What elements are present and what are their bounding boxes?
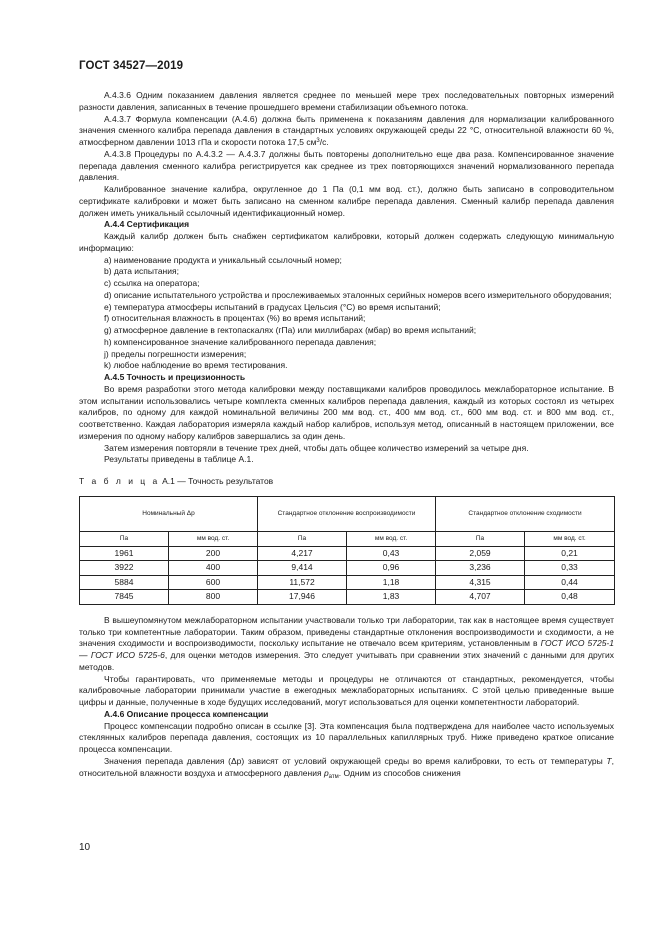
paragraph-results: Результаты приведены в таблице А.1. [104,454,254,465]
standard-reference: ГОСТ ИСО 5725-1 — ГОСТ ИСО 5725-6 [79,638,614,660]
table-cell: 4,315 [436,575,525,590]
superscript-3: 3 [316,138,320,144]
list-item-d: d) описание испытательного устройства и прослеживаемых эталонных серийных номеров всего измерительного оборудования; [104,289,612,300]
paragraph-compensation: Процесс компенсации подробно описан в ссылке [3]. Эта компенсация была подтверждена для наиболее часто используемых стеклянных калибров перепада давления, состоящих из 10 параллельных капиллярных труб. Ниже приведено краткое описание процесса компенсации. [79,720,614,754]
table-cell: 0,33 [525,561,615,576]
list-item-h: h) компенсированное значение калиброванного перепада давления; [104,336,377,347]
header-repeatability: Стандартное отклонение сходимости [436,496,615,531]
list-item-c: c) ссылка на оператора; [104,278,200,288]
section-heading-a46: А.4.6 Описание процесса компенсации [104,708,269,719]
table-row [80,561,615,576]
subscript-atm: атм [328,773,339,780]
list-item-a: a) наименование продукта и уникальный ссылочный номер; [104,254,342,265]
paragraph-a437 [79,114,614,149]
table-cell: 5884 [80,575,169,590]
paragraph-repeat: Затем измерения повторяли в течение трех дней, чтобы дать общее количество измерений за четыре дня. [104,442,529,453]
table-row [80,590,615,605]
table-row [80,575,615,590]
subheader-cell: мм вод. ст. [347,531,436,546]
section-heading-a45: А.4.5 Точность и прецизионность [104,372,246,382]
list-item-f: f) относительная влажность в процентах (%) во время испытаний; [104,313,366,324]
paragraph-delta-p [79,756,614,780]
table-cell: 600 [169,575,258,590]
table-caption-text: А.1 — Точность результатов [159,476,274,486]
table-cell: 3,236 [436,561,525,576]
list-item-b: b) дата испытания; [104,266,179,277]
paragraph-three-labs-text: В вышеупомянутом межлабораторном испытании участвовали только три лаборатории, так как в настоящее время существует только три компетентные лаборатории. Таким образом, приведены стандартные отклонения воспроизводимости и сходимости, а не значения сходимости и воспроизводимости, поскольку испытание не отвечало всем критериям, установленным в [79,614,614,649]
subheader-cell: Па [258,531,347,546]
symbol-temperature: T [606,755,612,766]
paragraph-three-labs-tail: , для оценки методов измерения. Это следует учитывать при сравнении этих значений с данными для других методов. [79,650,614,672]
header-reproducibility: Стандартное отклонение воспроизводимости [258,496,436,531]
document-body [79,90,614,779]
table-cell: 0,21 [525,546,615,561]
standard-header: ГОСТ 34527—2019 [79,60,184,72]
symbol-pressure: p [323,767,329,778]
table-cell: 17,946 [258,590,347,605]
paragraph-a436: А.4.3.6 Одним показанием давления является среднее по меньшей мере трех последовательных повторных измерений разности давления, записанных в течение прошедшего времени стабилизации объемного потока. [79,90,614,112]
paragraph-guarantee: Чтобы гарантировать, что применяемые методы и процедуры не отличаются от стандартных, рекомендуется, чтобы калибровочные лаборатории принимали участие в ежегодных межлабораторных испытаниях. С этой целью приведенные выше цифры и данные, полученные в ходе будущих исследований, могут использоваться для оценки компетентности лабораторий. [79,673,614,707]
subheader-cell: Па [80,531,169,546]
table-cell: 11,572 [258,575,347,590]
table-cell: 4,707 [436,590,525,605]
paragraph-three-labs [79,615,614,674]
page-number: 10 [79,842,91,853]
paragraph-a437-text: А.4.3.7 Формула компенсации (А.4.6) должна быть применена к показаниям давления для нормализации калиброванного значения сменного калибра перепада давления в стандартных условиях окружающей среды 22 °C, относительной влажности 60 %, атмосферном давлении 1013 гПа и скорости потока 17,5 см [79,113,614,147]
table-cell: 1961 [80,546,169,561]
paragraph-delta-text: Значения перепада давления (Δp) зависят от условий окружающей среды во время калибровки, то есть от температуры [104,755,607,766]
table-cell: 0,96 [347,561,436,576]
table-caption [79,476,614,488]
table-cell: 9,414 [258,561,347,576]
table-cell: 0,44 [525,575,615,590]
table-cell: 800 [169,590,258,605]
table-cell: 7845 [80,590,169,605]
table-cell: 0,48 [525,590,615,605]
table-cell: 2,059 [436,546,525,561]
precision-table [79,496,615,605]
header-nominal: Номинальный Δp [80,496,258,531]
subheader-cell: Па [436,531,525,546]
table-cell: 3922 [80,561,169,576]
subheader-cell: мм вод. ст. [525,531,615,546]
list-item-e: e) температура атмосферы испытаний в градусах Цельсия (°C) во время испытаний; [104,301,441,312]
section-heading-a44: А.4.4 Сертификация [104,219,190,230]
table-cell: 4,217 [258,546,347,561]
table-cell: 200 [169,546,258,561]
paragraph-calibrated-value: Калиброванное значение калибра, округленное до 1 Па (0,1 мм вод. ст.), должно быть записано в сопроводительном сертификате калибровки и может быть записано на сменном калибре перепада давления. Сменный калибр перепада давления должен иметь уникальный ссылочный идентификационный номер. [79,184,614,218]
paragraph-a437-tail: /с. [319,137,329,147]
table-row [80,546,615,561]
paragraph-a438: А.4.3.8 Процедуры по А.4.3.2 — А.4.3.7 должны быть повторены дополнительно еще два раза. Компенсированное значение перепада давления сменного калибра регистрируется как среднее из трех повторяющихся значений нормализованного перепада давления. [79,148,614,183]
table-cell: 1,18 [347,575,436,590]
table-cell: 400 [169,561,258,576]
table-cell: 1,83 [347,590,436,605]
table-cell: 0,43 [347,546,436,561]
table-caption-label: Т а б л и ц а [79,476,160,486]
list-item-g: g) атмосферное давление в гектопаскалях (гПа) или миллибарах (мбар) во время испытаний; [104,325,477,335]
paragraph-interlab: Во время разработки этого метода калибровки между поставщиками калибров проводилось межлабораторное испытание. В этом испытании использовались четыре комплекта сменных калибров перепада давления, каждый из которых состоял из четырех калибров, по одному для каждой номинальной величины 200 мм вод. ст., 400 мм вод. ст., 600 мм вод. ст. и 800 мм вод. ст., соответственно. Каждая лаборатория измеряла каждый набор калибров, используя метод, описанный в настоящем приложении, все измерения по одному набору калибров завершались за один день. [79,383,614,441]
subheader-cell: мм вод. ст. [169,531,258,546]
paragraph-delta-tail: . Одним из способов снижения [338,767,461,778]
paragraph-delta-mid: , относительной влажности воздуха и атмосферного давления [79,755,614,778]
list-item-j: j) пределы погрешности измерения; [104,348,247,359]
list-item-k: k) любое наблюдение во время тестирования. [104,360,288,371]
paragraph-cert-intro: Каждый калибр должен быть снабжен сертификатом калибровки, который должен содержать следующую минимальную информацию: [79,231,614,253]
